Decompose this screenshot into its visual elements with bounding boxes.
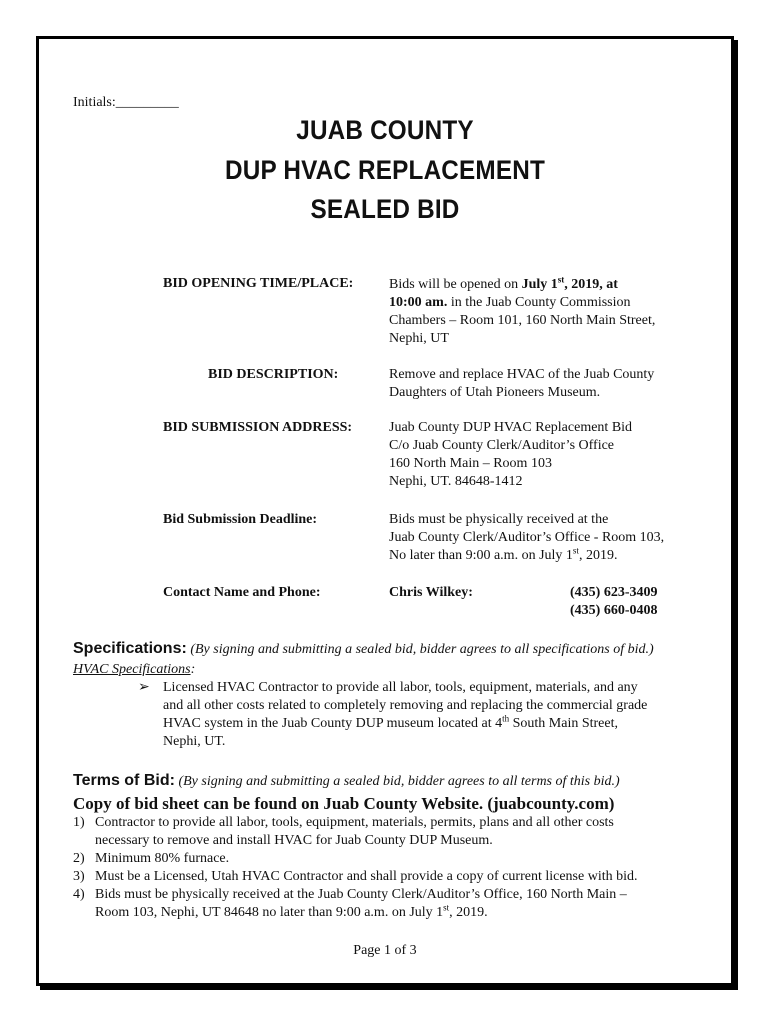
deadline-line-1: Bids must be physically received at the	[389, 512, 609, 527]
terms-item-line: Contractor to provide all labor, tools, equipment, materials, permits, plans and all other costs	[95, 815, 614, 830]
terms-item-number: 4)	[73, 887, 85, 902]
opening-line-4: Nephi, UT	[389, 331, 449, 346]
terms-item-number: 3)	[73, 869, 85, 884]
terms-item-line: Bids must be physically received at the Juab County Clerk/Auditor’s Office, 160 North Main –	[95, 887, 627, 902]
terms-note: (By signing and submitting a sealed bid, bidder agrees to all terms of this bid.)	[174, 774, 620, 789]
terms-heading: Terms of Bid:	[73, 772, 175, 789]
page-number: Page 1 of 3	[353, 943, 417, 958]
terms-item-number: 2)	[73, 851, 85, 866]
arrow-bullet-icon: ➢	[138, 680, 150, 695]
opening-line-3: Chambers – Room 101, 160 North Main Street,	[389, 313, 656, 328]
spec-bullet-line-1: Licensed HVAC Contractor to provide all labor, tools, equipment, materials, and any	[163, 680, 638, 695]
opening-label: BID OPENING TIME/PLACE:	[163, 276, 354, 291]
title-line-1: JUAB COUNTY	[296, 115, 474, 145]
contact-phone-2: (435) 660-0408	[570, 603, 658, 618]
submission-line: 160 North Main – Room 103	[389, 456, 552, 471]
spec-note: (By signing and submitting a sealed bid, bidder agrees to all specifications of bid.)	[186, 642, 654, 657]
initials-field: Initials:_________	[73, 95, 179, 110]
title-line-2: DUP HVAC REPLACEMENT	[225, 155, 545, 185]
spec-bullet-line-3: HVAC system in the Juab County DUP museum located at 4th South Main Street,	[163, 713, 618, 731]
opening-line-1: Bids will be opened on July 1st, 2019, at	[389, 274, 618, 292]
terms-item-number: 1)	[73, 815, 85, 830]
terms-item-line: Room 103, Nephi, UT 84648 no later than 9:00 a.m. on July 1st, 2019.	[95, 902, 488, 920]
copy-notice: Copy of bid sheet can be found on Juab County Website. (juabcounty.com)	[73, 794, 615, 813]
spec-bullet-line-4: Nephi, UT.	[163, 734, 226, 749]
contact-label: Contact Name and Phone:	[163, 585, 321, 600]
spec-subheading: HVAC Specifications:	[73, 662, 196, 677]
contact-name: Chris Wilkey:	[389, 585, 473, 600]
submission-line: Juab County DUP HVAC Replacement Bid	[389, 420, 633, 435]
terms-heading-line	[73, 772, 620, 790]
terms-item-line: Minimum 80% furnace.	[95, 851, 230, 866]
opening-line-2: 10:00 am. in the Juab County Commission	[389, 295, 631, 310]
description-label: BID DESCRIPTION:	[208, 367, 339, 382]
submission-line: Nephi, UT. 84648-1412	[389, 474, 523, 489]
contact-phone-1: (435) 623-3409	[570, 585, 658, 600]
submission-line: C/o Juab County Clerk/Auditor’s Office	[389, 438, 615, 453]
spec-bullet-line-2: and all other costs related to completely removing and replacing the commercial grade	[163, 698, 648, 713]
spec-heading: Specifications:	[73, 640, 187, 657]
deadline-line-2: Juab County Clerk/Auditor’s Office - Room 103,	[389, 530, 665, 545]
terms-item-line: Must be a Licensed, Utah HVAC Contractor and shall provide a copy of current license with bid.	[95, 869, 638, 884]
spec-heading-line	[73, 640, 654, 658]
description-line-2: Daughters of Utah Pioneers Museum.	[389, 385, 601, 400]
submission-label: BID SUBMISSION ADDRESS:	[163, 420, 353, 435]
terms-item-line: necessary to remove and install HVAC for Juab County DUP Museum.	[95, 833, 493, 848]
title-line-3: SEALED BID	[310, 194, 460, 224]
deadline-label: Bid Submission Deadline:	[163, 512, 318, 527]
deadline-line-3: No later than 9:00 a.m. on July 1st, 2019.	[389, 545, 618, 563]
description-line-1: Remove and replace HVAC of the Juab County	[389, 367, 655, 382]
